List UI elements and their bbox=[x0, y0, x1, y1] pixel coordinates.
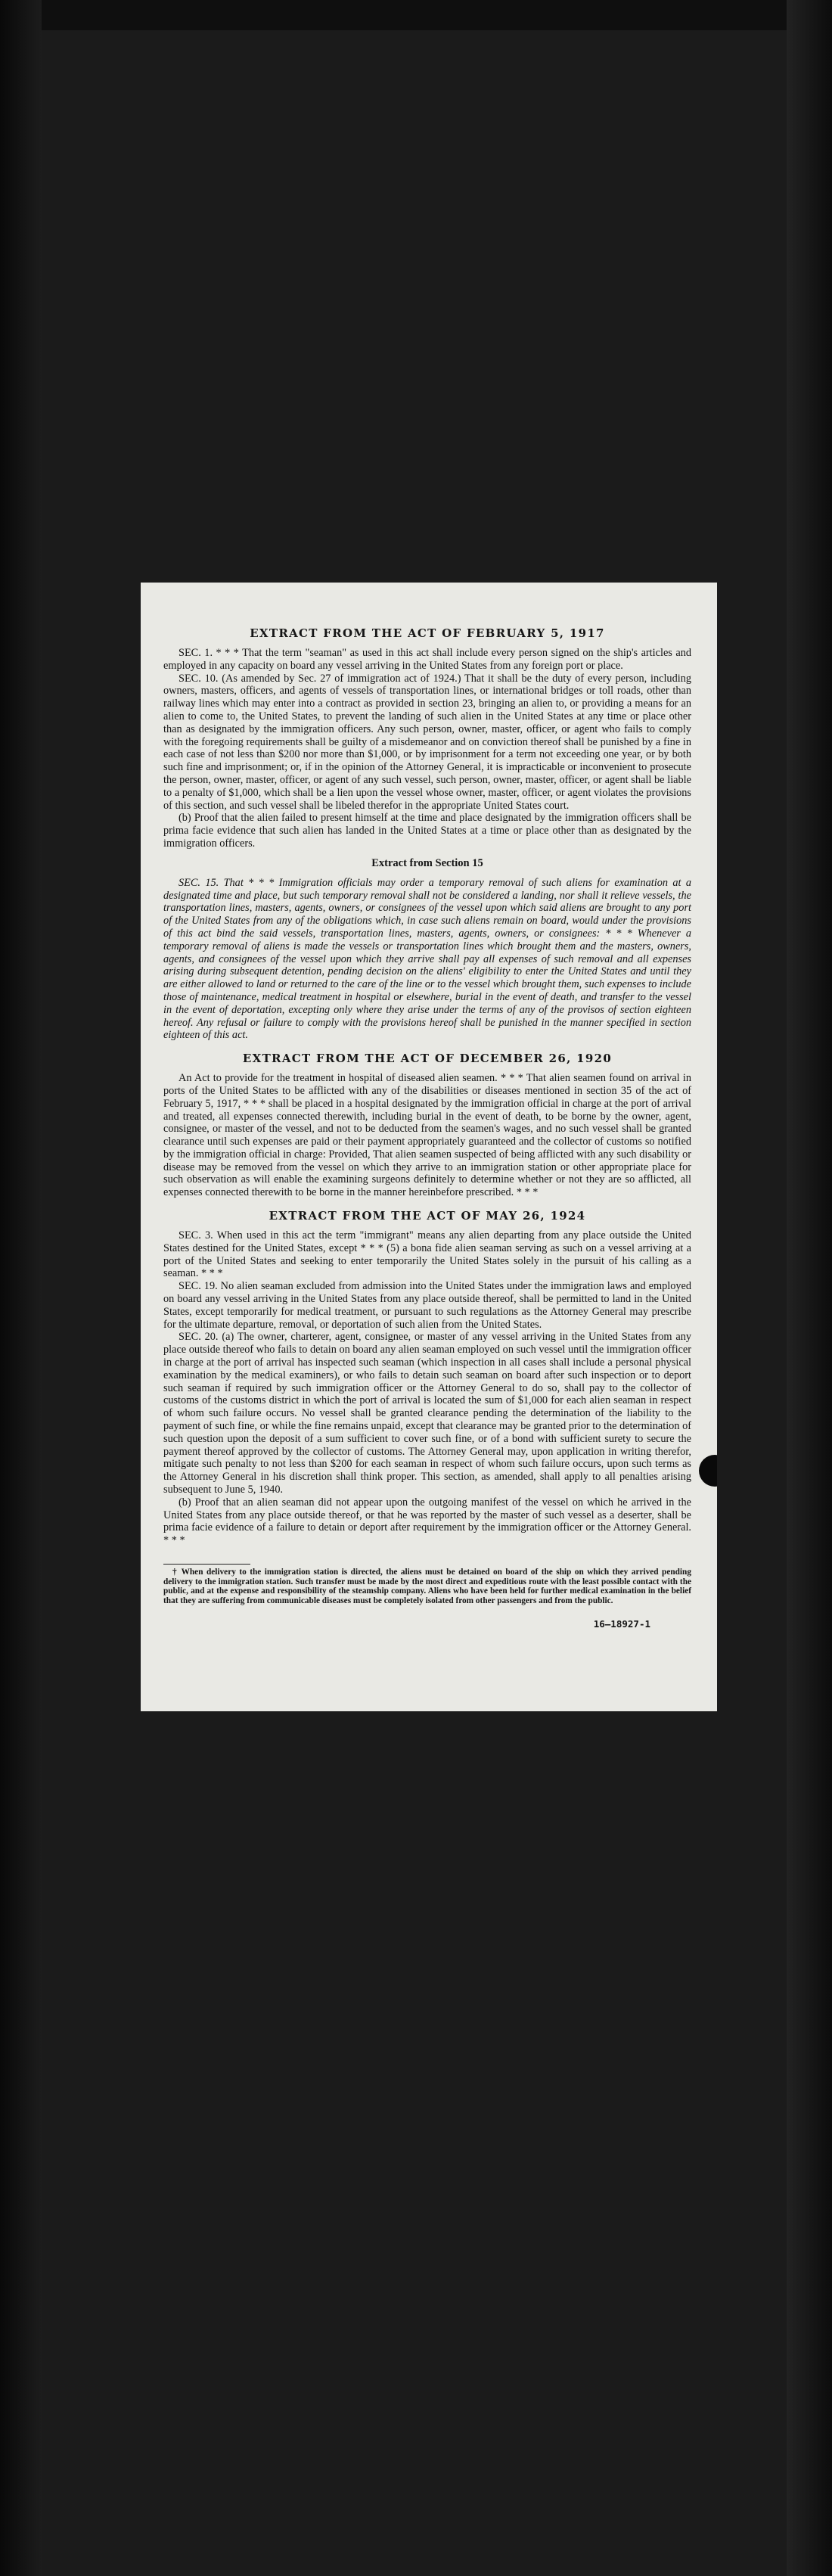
paragraph-sec-15: SEC. 15. That * * * Immigration officials may order a temporary removal of such aliens for examination at a designated time and place, but such temporary removal shall not be considered a landing, nor shall it relieve vessels, the transportation lines, masters, agents, owners, or consignees of the vessel upon which said aliens are brought to any port of the United States from any of the obligations which, in case such aliens remain on board, would under the provisions of this act bind the said vessels, transportation lines, masters, agents, owners, or consignees: * * * Whenever a temporary removal of aliens is made the vessels or transportation lines which brought them and the masters, owners, agents, and consignees of the vessel upon which they arrive shall pay all expenses of such removal and all expenses arising during subsequent detention, pending decision on the aliens' eligibility to enter the United States and until they are either allowed to land or returned to the care of the line or to the vessel which brought them, such expenses to include those of maintenance, medical treatment in hospital or elsewhere, burial in the event of death, and transfer to the vessel in the event of deportation, excepting only where they arise under the terms of any of the provisos of section eighteen hereof. Any refusal or failure to comply with the provisions hereof shall be punished in the manner specified in section eighteen of this act. bbox=[163, 876, 691, 1042]
paragraph-act-1920: An Act to provide for the treatment in hospital of diseased alien seamen. * * * That alien seamen found on arrival in ports of the United States to be afflicted with any of the disabilities or diseases mentioned in section 35 of the act of February 5, 1917, * * * shall be placed in a hospital designated by the immigration official in charge at the port of arrival and treated, all expenses connected therewith, including burial in the event of death, to be borne by the owner, agent, consignee, or master of the vessel, and not to be deducted from the seamen's wages, and no such vessel shall be granted clearance until such expenses are paid or their payment appropriately guaranteed and the collector of customs so notified by the immigration official in charge: Provided, That alien seamen suspected of being afflicted with any such disability or disease may be removed from the vessel on which they arrive to an immigration station or other appropriate place for such observation as will enable the examining surgeons definitely to determine whether or not they are so afflicted, all expenses connected therewith to be borne in the manner hereinbefore prescribed. * * * bbox=[163, 1072, 691, 1199]
footnote bbox=[163, 1568, 691, 1605]
document-page bbox=[141, 583, 717, 1711]
document-body bbox=[163, 626, 691, 1630]
heading-act-1924: EXTRACT FROM THE ACT OF MAY 26, 1924 bbox=[269, 1209, 586, 1223]
paragraph-sec-1: SEC. 1. * * * That the term "seaman" as used in this act shall include every person signed on the ship's articles and employed in any capacity on board any vessel arriving in the United States from any foreign port or place. bbox=[163, 647, 691, 672]
paragraph-sec-10-b: (b) Proof that the alien failed to present himself at the time and place designated by the immigration officers shall be prima facie evidence that such alien has landed in the United States at a time or place other than as designated by the immigration officers. bbox=[163, 812, 691, 850]
paragraph-sec-10: SEC. 10. (As amended by Sec. 27 of immigration act of 1924.) That it shall be the duty of every person, including owners, masters, officers, and agents of vessels of transportation lines, or international bridges or toll roads, other than railway lines which may enter into a contract as provided in section 23, bringing an alien to, or providing a means for an alien to come to, the United States, to prevent the landing of such alien in the United States at any time or place other than as designated by the immigration officers. Any such person, owner, master, officer, or agent who fails to comply with the foregoing requirements shall be guilty of a misdemeanor and on conviction thereof shall be punished by a fine in each case of not less than $200 nor more than $1,000, or by imprisonment for a term not exceeding one year, or by both such fine and imprisonment; or, if in the opinion of the Attorney General, it is impracticable or inconvenient to prosecute the person, owner, master, officer, or agent of any such vessel, such person, owner, master, officer, or agent shall be liable to a penalty of $1,000, which shall be a lien upon the vessel whose owner, master, officer, or agent violates the provisions of this section, and such vessel shall be libeled therefor in the appropriate United States court. bbox=[163, 672, 691, 812]
footnote-text: † When delivery to the immigration station is directed, the aliens must be detained on board of the ship on which they arrived pending delivery to the immigration station. Such transfer must be made by the most direct and expeditious route with the least possible contact with the public, and at the expense and responsibility of the steamship company. Aliens who have been held for further medical examination in the belief that they are suffering from communicable diseases must be completely isolated from other passengers and from the public. bbox=[163, 1568, 691, 1605]
punch-hole-top bbox=[699, 1455, 717, 1487]
paragraph-sec-3: SEC. 3. When used in this act the term "immigrant" means any alien departing from any place outside the United States destined for the United States, except * * * (5) a bona fide alien seaman serving as such on a vessel arriving at a port of the United States and seeking to enter temporarily the United States solely in the pursuit of his calling as a seaman. * * * bbox=[163, 1229, 691, 1280]
paragraph-sec-19: SEC. 19. No alien seaman excluded from admission into the United States under the immigration laws and employed on board any vessel arriving in the United States from any place outside thereof, shall be permitted to land in the United States, except temporarily for medical treatment, or pursuant to such regulations as the Attorney General may prescribe for the ultimate departure, removal, or deportation of such alien from the United States. bbox=[163, 1280, 691, 1331]
heading-section-15: Extract from Section 15 bbox=[371, 856, 483, 869]
heading-act-1920: EXTRACT FROM THE ACT OF DECEMBER 26, 1920 bbox=[242, 1052, 613, 1066]
film-border-top bbox=[0, 0, 832, 30]
paragraph-sec-20-b: (b) Proof that an alien seaman did not appear upon the outgoing manifest of the vessel on which he arrived in the United States from any place outside thereof, or that he was reported by the master of such vessel as a deserter, shall be prima facie evidence of a failure to detain or deport after requirement by the immigration officer or the Attorney General. * * * bbox=[163, 1496, 691, 1547]
document-number: 16—18927-1 bbox=[593, 1618, 650, 1630]
footnote-divider bbox=[163, 1564, 250, 1565]
film-border-right bbox=[787, 0, 832, 2576]
film-border-left bbox=[0, 0, 42, 2576]
heading-act-1917: EXTRACT FROM THE ACT OF FEBRUARY 5, 1917 bbox=[250, 626, 605, 640]
paragraph-sec-20-a: SEC. 20. (a) The owner, charterer, agent, consignee, or master of any vessel arriving in the United States from any place outside thereof who fails to detain on board any alien seaman employed on such vessel until the immigration officer in charge at the port of arrival has inspected such seaman (which inspection in all cases shall include a personal physical examination by the medical examiners), or who fails to detain such seaman on board after such inspection or to deport such seaman if required by such immigration officer or the Attorney General to do so, shall pay to the collector of customs of the customs district in which the port of arrival is located the sum of $1,000 for each alien seaman in respect of whom such failure occurs. No vessel shall be granted clearance pending the determination of the liability to the payment of such fine, or while the fine remains unpaid, except that clearance may be granted prior to the determination of such question upon the deposit of a sum sufficient to cover such fine, or of a bond with sufficient surety to secure the payment thereof approved by the collector of customs. The Attorney General may, upon application in writing therefor, mitigate such penalty to not less than $200 for each seaman in respect of whom such failure occurs, upon such terms as the Attorney General in his discretion shall think proper. This section, as amended, shall apply to all penalties arising subsequent to June 5, 1940. bbox=[163, 1331, 691, 1496]
